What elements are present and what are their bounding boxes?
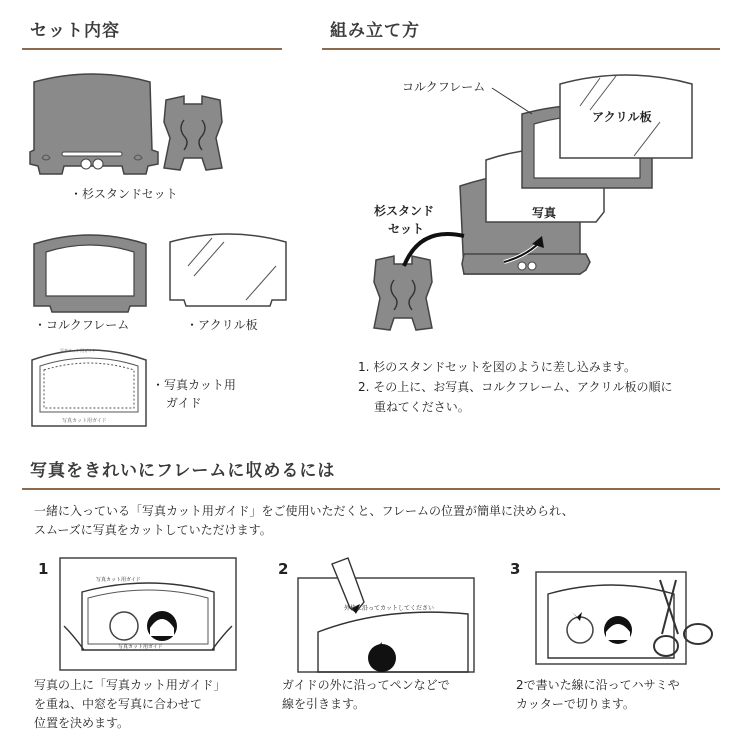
stand-back-board-illustration: [28, 68, 158, 178]
part-label-guide: ・写真カット用: [152, 378, 236, 392]
guide-strip-label: 写真カット用ガイド: [96, 577, 141, 583]
step-number: 1: [38, 560, 49, 578]
step1-line-3: 位置を決めます。: [34, 716, 130, 730]
part-label-stand: ・杉スタンドセット: [70, 187, 178, 201]
part-label-acrylic: ・アクリル板: [186, 318, 258, 332]
guide-strip-label-bottom: 写真カット用ガイド: [118, 644, 163, 650]
step-number: 2: [278, 560, 289, 578]
guide-print-bottom: 写真カット用ガイド: [62, 418, 107, 424]
step-number: 3: [510, 560, 521, 578]
instruction-line-2: 2. その上に、お写真、コルクフレーム、アクリル板の順に: [358, 380, 673, 394]
step1-line-2: を重ね、中窓を写真に合わせて: [34, 697, 203, 711]
instruction-line-3: 重ねてください。: [374, 400, 470, 414]
instruction-line-1: 1. 杉のスタンドセットを図のように差し込みます。: [358, 360, 636, 374]
assembly-label-acrylic: アクリル板: [592, 110, 652, 124]
step3-line-2: カッターで切ります。: [516, 697, 635, 711]
intro-line-2: スムーズに写真をカットしていただけます。: [34, 523, 272, 537]
assembly-label-stand-2: セット: [388, 222, 425, 236]
section-rule: [322, 48, 720, 50]
part-label-guide-2: ガイド: [166, 396, 202, 410]
section-rule: [22, 48, 282, 50]
guide-strip-label-cut: 外枠に沿ってカットしてください: [344, 605, 434, 612]
section-title-fit-photo: 写真をきれいにフレームに収めるには: [30, 461, 336, 481]
section-title-set-contents: セット内容: [30, 21, 120, 41]
step2-line-2: 線を引きます。: [282, 697, 366, 711]
step2-illustration: [296, 556, 476, 674]
step3-line-1: 2で書いた線に沿ってハサミや: [516, 678, 680, 692]
step1-line-1: 写真の上に「写真カット用ガイド」: [34, 678, 226, 692]
assembly-label-photo: 写真: [532, 206, 557, 220]
intro-line-1: 一緒に入っている「写真カット用ガイド」をご使用いただくと、フレームの位置が簡単に決められ、: [34, 504, 574, 518]
step3-illustration: [528, 550, 718, 668]
section-rule: [22, 488, 720, 490]
assembly-label-stand: 杉スタンド: [374, 204, 435, 218]
stand-front-piece-illustration: [158, 94, 228, 174]
guide-print-top: 写真カット用ガイド: [60, 348, 96, 353]
leader-line: [490, 86, 550, 126]
section-title-assembly: 組み立て方: [330, 21, 420, 41]
photo-cut-guide-illustration: [30, 346, 148, 428]
cork-frame-illustration: [30, 230, 150, 314]
step2-line-1: ガイドの外に沿ってペンなどで: [282, 678, 450, 692]
assembly-label-cork-frame: コルクフレーム: [402, 80, 486, 94]
insert-arrow-icon: [400, 222, 550, 272]
acrylic-plate-illustration: [168, 230, 288, 310]
part-label-cork: ・コルクフレーム: [34, 318, 130, 332]
step1-illustration: [58, 556, 238, 674]
